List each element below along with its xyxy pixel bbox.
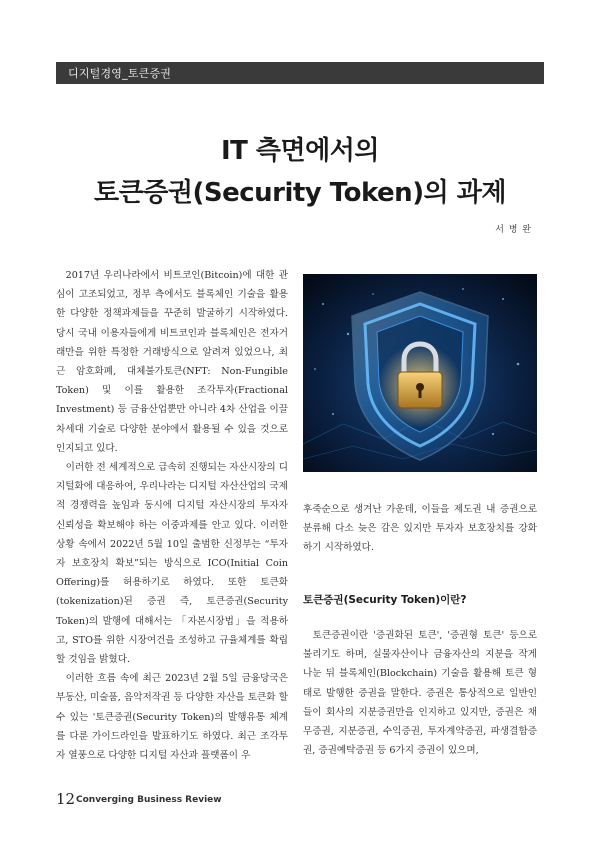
right-column-bottom (303, 626, 537, 760)
section-subheading: 토큰증권(Security Token)이란? (303, 594, 467, 606)
section-label: 디지털경영_토큰증권 (68, 67, 172, 80)
right-column-top (303, 500, 537, 558)
security-illustration (303, 274, 537, 472)
page-number: 12 (56, 790, 76, 808)
article-title-line2: 토큰증권(Security Token)의 과제 (94, 178, 506, 208)
author-name: 서 병 완 (495, 225, 532, 235)
paragraph: 후죽순으로 생겨난 가운데, 이들을 제도권 내 증권으로 분류해 다소 늦은 감은 있지만 투자자 보호장치를 강화하기 시작하였다. (303, 504, 537, 554)
shield-padlock-icon (303, 274, 537, 472)
paragraph: 2017년 우리나라에서 비트코인(Bitcoin)에 대한 관심이 고조되었고, 정부 측에서도 블록체인 기술을 활용한 다양한 정책과제들을 꾸준히 발굴하기 시작하였다. 당시 국내 이용자들에게 비트코인과 블록체인은 전자거래만을 위한 특정한 거래방식으로 알려져 있었으나, 최근 암호화폐, 대체불가토큰(NFT: Non-Fungible Token) 및 이를 활용한 조각투자(Fractional Investment) 등 금융산업뿐만 아니라 4차 산업을 이끌 차세대 기술로 다양한 분야에서 활용될 수 있을 것으로 인지되고 있다. (56, 270, 288, 454)
left-column (56, 266, 288, 765)
paragraph: 이러한 전 세계적으로 급속히 진행되는 자산시장의 디지털화에 대응하여, 우리나라는 디지털 자산산업의 국제적 경쟁력을 높임과 동시에 디지털 자산시장의 투자자 신뢰성을 확보해야 하는 이중과제를 안고 있다. 이러한 상황 속에서 2022년 5월 10일 출범한 신정부는 “투자자 보호장치 확보”되는 방식으로 ICO(Initial Coin Offering)를 허용하기로 하였다. 또한 토큰화(tokenization)된 증권 즉, 토큰증권(Security Token)의 발행에 대해서는 「자본시장법」을 적용하고, STO를 위한 시장여건을 조성하고 규율체계를 확립할 것임을 밝혔다. (56, 462, 288, 666)
paragraph: 이러한 흐름 속에 최근 2023년 2월 5일 금융당국은 부동산, 미술품, 음악저작권 등 다양한 자산을 토큰화 할 수 있는 '토큰증권(Security Token)의 발행유통 체계를 다룬 가이드라인을 발표하기도 하였다. 최근 조각투자 열풍으로 다양한 디지털 자산과 플랫폼이 우 (56, 673, 288, 762)
section-header-bar (56, 62, 544, 84)
article-title-line1: IT 측면에서의 (220, 136, 380, 166)
paragraph: 토큰증권이란 '증권화된 토큰', '증권형 토큰' 등으로 불리기도 하며, 실물자산이나 금융자산의 지분을 작게 나눈 뒤 블록체인(Blockchain) 기술을 활용해 토큰 형태로 발행한 증권을 말한다. 증권은 통상적으로 일반인들이 회사의 지분증권만을 인지하고 있지만, 증권은 채무증권, 지분증권, 수익증권, 투자계약증권, 파생결합증권, 증권예탁증권 등 6가지 증권이 있으며, (303, 630, 537, 757)
publication-name: Converging Business Review (76, 795, 222, 805)
